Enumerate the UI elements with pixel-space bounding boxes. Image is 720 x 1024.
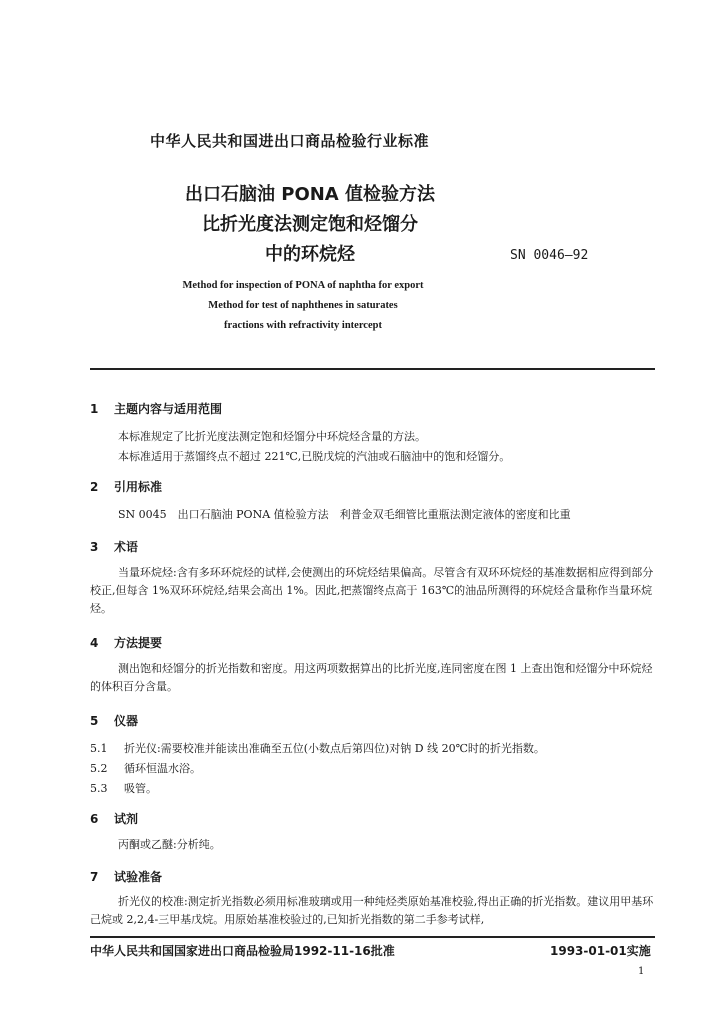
section-number: 3	[90, 540, 99, 554]
section-title: 方法提要	[114, 636, 163, 650]
section-title: 主题内容与适用范围	[114, 402, 223, 416]
section-number: 5	[90, 714, 99, 728]
section-7-paragraph: 折光仪的校准:测定折光指数必须用标准玻璃或用一种纯烃类原始基准校验,得出正确的折光指数。建议用甲基环己烷或 2,2,4-三甲基戊烷。用原始基准校验过的,已知折光指数的第二手参考试样,	[90, 895, 654, 926]
section-title: 仪器	[114, 714, 139, 728]
page-number: 1	[638, 966, 645, 977]
section-1-paragraph-1: 本标准规定了比折光度法测定饱和烃馏分中环烷烃含量的方法。	[118, 430, 426, 443]
section-5-item-1	[90, 740, 545, 756]
footer-divider	[90, 936, 655, 938]
section-4-paragraph: 测出饱和烃馏分的折光指数和密度。用这两项数据算出的比折光度,连同密度在图 1 上查出饱和烃馏分中环烷烃的体积百分含量。	[90, 662, 653, 693]
section-number: 7	[90, 870, 99, 884]
section-1-paragraph-2: 本标准适用于蒸馏终点不超过 221℃,已脱戊烷的汽油或石脑油中的饱和烃馏分。	[118, 450, 511, 463]
section-number: 2	[90, 480, 99, 494]
section-3-paragraph: 当量环烷烃:含有多环环烷烃的试样,会使测出的环烷烃结果偏高。尽管含有双环环烷烃的基准数据相应得到部分校正,但每含 1%双环环烷烃,结果会高出 1%。因此,把蒸馏终点高于 163℃的油品所测得的环烷烃含量称作当量环烷烃。	[90, 566, 654, 615]
standard-number: SN 0046—92	[510, 248, 589, 263]
section-6-paragraph: 丙酮或乙醚:分析纯。	[118, 838, 221, 851]
title-zh-line2: 比折光度法测定饱和烃馏分	[202, 214, 418, 235]
item-number: 5.3	[90, 782, 108, 795]
section-5-item-3	[90, 780, 157, 796]
title-en-line3: fractions with refractivity intercept	[224, 320, 382, 331]
implementation-date: 1993-01-01实施	[550, 944, 651, 958]
section-5-heading	[90, 712, 138, 729]
title-zh-line3: 中的环烷烃	[265, 244, 355, 265]
title-zh-line1: 出口石脑油 PONA 值检验方法	[184, 184, 436, 205]
section-2-heading	[90, 478, 162, 495]
item-number: 5.2	[90, 762, 108, 775]
section-title: 引用标准	[114, 480, 163, 494]
item-text: 循环恒温水浴。	[124, 762, 201, 775]
approval-line: 中华人民共和国国家进出口商品检验局1992-11-16批准	[90, 944, 395, 958]
section-title: 试验准备	[114, 870, 163, 884]
title-en-line1: Method for inspection of PONA of naphtha for export	[182, 280, 424, 291]
section-2-reference: SN 0045 出口石脑油 PONA 值检验方法 利普金双毛细管比重瓶法测定液体的密度和比重	[118, 508, 571, 521]
title-en-line2: Method for test of naphthenes in saturates	[208, 300, 398, 311]
section-5-item-2	[90, 760, 201, 776]
section-1-heading	[90, 400, 222, 417]
item-number: 5.1	[90, 742, 108, 755]
section-number: 4	[90, 636, 99, 650]
item-text: 吸管。	[124, 782, 157, 795]
header-divider	[90, 368, 655, 370]
section-7-heading	[90, 868, 162, 885]
section-title: 术语	[114, 540, 139, 554]
section-title: 试剂	[114, 812, 139, 826]
section-3-heading	[90, 538, 138, 555]
section-6-heading	[90, 810, 138, 827]
standard-category: 中华人民共和国进出口商品检验行业标准	[150, 132, 430, 150]
section-number: 6	[90, 812, 99, 826]
section-number: 1	[90, 402, 99, 416]
item-text: 折光仪:需要校准并能读出准确至五位(小数点后第四位)对钠 D 线 20℃时的折光指数。	[124, 742, 545, 755]
section-4-heading	[90, 634, 162, 651]
